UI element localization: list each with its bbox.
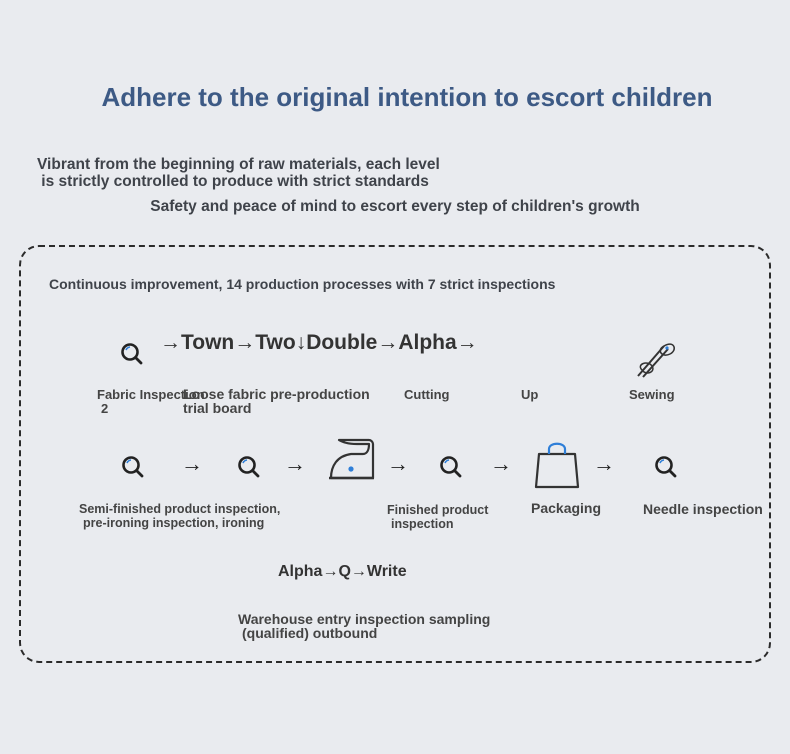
magnifier-icon (120, 454, 146, 480)
label-warehouse-line2: (qualified) outbound (242, 625, 378, 641)
shopping-bag-icon (534, 441, 580, 489)
label-fabric-inspection-line1: Fabric Inspection (97, 387, 205, 402)
subtitle-line-1: Vibrant from the beginning of raw materials, each level (37, 156, 440, 173)
label-fabric-inspection-line2: 2 (101, 401, 109, 416)
flow-arrow: → (284, 451, 306, 476)
page-title: Adhere to the original intention to escort children (101, 82, 713, 112)
row1-steps: →Town→Two↓Double→Alpha→ (160, 331, 478, 354)
label-sewing: Sewing (629, 387, 675, 402)
subtitle-line-3: Safety and peace of mind to escort every step of children's growth (150, 198, 640, 215)
label-semi-finished (79, 502, 280, 530)
label-semi-finished-line2: pre-ironing inspection, ironing (83, 516, 265, 530)
magnifier-icon (438, 454, 464, 480)
label-warehouse-line1: Warehouse entry inspection sampling (238, 611, 491, 627)
label-loose-fabric-line1: Loose fabric pre-production (183, 386, 370, 402)
label-semi-finished-line1: Semi-finished product inspection, (79, 502, 281, 516)
needle-thread-icon (634, 340, 680, 380)
subtitle-block (37, 156, 440, 190)
flow-arrow: → (387, 451, 409, 476)
label-needle-inspection: Needle inspection (643, 501, 763, 517)
bottom-steps: Alpha→Q→Write (278, 563, 407, 580)
magnifier-icon (119, 341, 145, 367)
magnifier-icon (653, 454, 679, 480)
iron-icon (327, 436, 375, 482)
label-loose-fabric (183, 387, 370, 415)
flow-arrow: → (181, 451, 203, 476)
label-up: Up (521, 387, 539, 402)
process-intro: Continuous improvement, 14 production processes with 7 strict inspections (49, 276, 556, 292)
subtitle-line-2: is strictly controlled to produce with strict standards (37, 173, 429, 190)
label-warehouse (238, 612, 490, 640)
flow-arrow: → (490, 451, 512, 476)
flow-arrow: → (593, 451, 615, 476)
label-cutting: Cutting (404, 387, 450, 402)
magnifier-icon (236, 454, 262, 480)
label-finished-line1: Finished product (387, 503, 489, 517)
label-finished-line2: inspection (391, 517, 454, 531)
label-finished-product (387, 503, 488, 531)
label-loose-fabric-line2: trial board (183, 400, 252, 416)
label-packaging: Packaging (531, 500, 602, 516)
